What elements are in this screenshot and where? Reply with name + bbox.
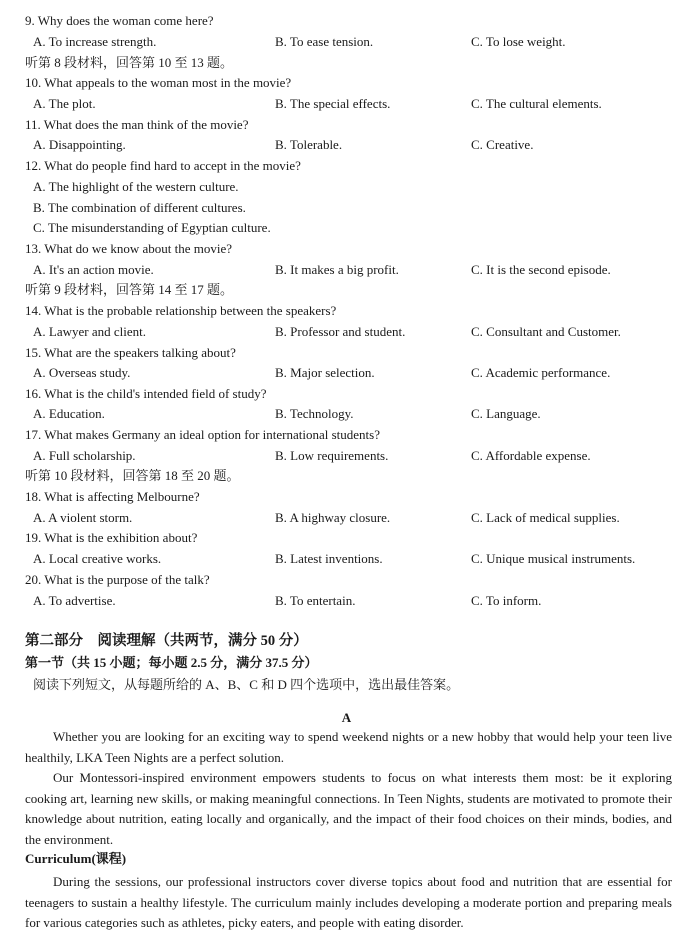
- question-16: 16. What is the child's intended field of study?: [25, 386, 267, 401]
- option-a: A. Education.: [33, 406, 105, 421]
- option-b: B. Major selection.: [275, 365, 375, 380]
- option-a: A. Lawyer and client.: [33, 324, 146, 339]
- option-c: C. To lose weight.: [471, 34, 566, 49]
- option-c: C. To inform.: [471, 593, 542, 608]
- option-b: B. A highway closure.: [275, 510, 391, 525]
- option-a: A. Local creative works.: [33, 551, 162, 566]
- paragraph-3: During the sessions, our professional instructors cover diverse topics about food and nutrition that are essential for teenagers to sustain a healthy lifestyle. The curriculum mainly includes developing a moderate portion and preparing meals for various categories such as athletes, picky eaters, and people with eating disorder.: [25, 874, 672, 931]
- question-14: 14. What is the probable relationship between the speakers?: [25, 303, 337, 318]
- question-11: 11. What does the man think of the movie?: [25, 117, 249, 132]
- option-b: B. Latest inventions.: [275, 551, 383, 566]
- option-c: C. Language.: [471, 406, 541, 421]
- question-19: 19. What is the exhibition about?: [25, 530, 198, 545]
- option-a: A. Disappointing.: [33, 137, 126, 152]
- option-a: A. A violent storm.: [33, 510, 133, 525]
- part-title: 第二部分 阅读理解（共两节，满分 50 分）: [25, 633, 308, 649]
- instruction-passage-9: 听第 9 段材料，回答第 14 至 17 题。: [25, 282, 234, 297]
- option-b: B. To ease tension.: [275, 34, 374, 49]
- option-a: A. To increase strength.: [33, 34, 157, 49]
- question-13: 13. What do we know about the movie?: [25, 241, 232, 256]
- section-title: 第一节（共 15 小题；每小题 2.5 分，满分 37.5 分）: [25, 655, 318, 670]
- option-c: C. Affordable expense.: [471, 448, 591, 463]
- option-b: B. The combination of different cultures.: [33, 200, 246, 215]
- option-a: A. To advertise.: [33, 593, 116, 608]
- option-a: A. It's an action movie.: [33, 262, 154, 277]
- option-c: C. Academic performance.: [471, 365, 611, 380]
- instruction-passage-10: 听第 10 段材料，回答第 18 至 20 题。: [25, 468, 240, 483]
- curriculum-heading: Curriculum(课程): [25, 851, 127, 866]
- option-a: A. The highlight of the western culture.: [33, 179, 239, 194]
- section-instruction: 阅读下列短文，从每题所给的 A、B、C 和 D 四个选项中，选出最佳答案。: [33, 677, 460, 692]
- option-b: B. Tolerable.: [275, 137, 343, 152]
- question-18: 18. What is affecting Melbourne?: [25, 489, 200, 504]
- paragraph-2: Our Montessori-inspired environment empowers students to focus on what interests them most: be it exploring cooking art, learning new skills, or making meaningful connections. In Teen Nights, students are motivated to promote their knowledge about nutrition, eating locally and organically, and the impact of their food choices on their minds, bodies, and the environment.: [25, 770, 672, 848]
- question-9: 9. Why does the woman come here?: [25, 13, 214, 28]
- option-b: B. Low requirements.: [275, 448, 389, 463]
- option-a: A. Full scholarship.: [33, 448, 136, 463]
- option-b: B. Professor and student.: [275, 324, 406, 339]
- option-c: C. It is the second episode.: [471, 262, 611, 277]
- passage-label: A: [341, 710, 352, 725]
- option-c: C. Unique musical instruments.: [471, 551, 636, 566]
- option-a: A. Overseas study.: [33, 365, 131, 380]
- option-c: C. The cultural elements.: [471, 96, 602, 111]
- question-12: 12. What do people find hard to accept in the movie?: [25, 158, 301, 173]
- option-c: C. The misunderstanding of Egyptian culture.: [33, 220, 271, 235]
- option-c: C. Lack of medical supplies.: [471, 510, 620, 525]
- option-b: B. Technology.: [275, 406, 354, 421]
- option-a: A. The plot.: [33, 96, 96, 111]
- question-15: 15. What are the speakers talking about?: [25, 345, 236, 360]
- question-20: 20. What is the purpose of the talk?: [25, 572, 210, 587]
- question-17: 17. What makes Germany an ideal option for international students?: [25, 427, 380, 442]
- option-c: C. Consultant and Customer.: [471, 324, 621, 339]
- option-b: B. It makes a big profit.: [275, 262, 399, 277]
- option-c: C. Creative.: [471, 137, 534, 152]
- option-b: B. The special effects.: [275, 96, 391, 111]
- instruction-passage-8: 听第 8 段材料，回答第 10 至 13 题。: [25, 55, 234, 70]
- option-b: B. To entertain.: [275, 593, 356, 608]
- question-10: 10. What appeals to the woman most in the movie?: [25, 75, 292, 90]
- paragraph-1: Whether you are looking for an exciting way to spend weekend nights or a new hobby that would help your teen live healthily, LKA Teen Nights are a perfect solution.: [25, 729, 672, 765]
